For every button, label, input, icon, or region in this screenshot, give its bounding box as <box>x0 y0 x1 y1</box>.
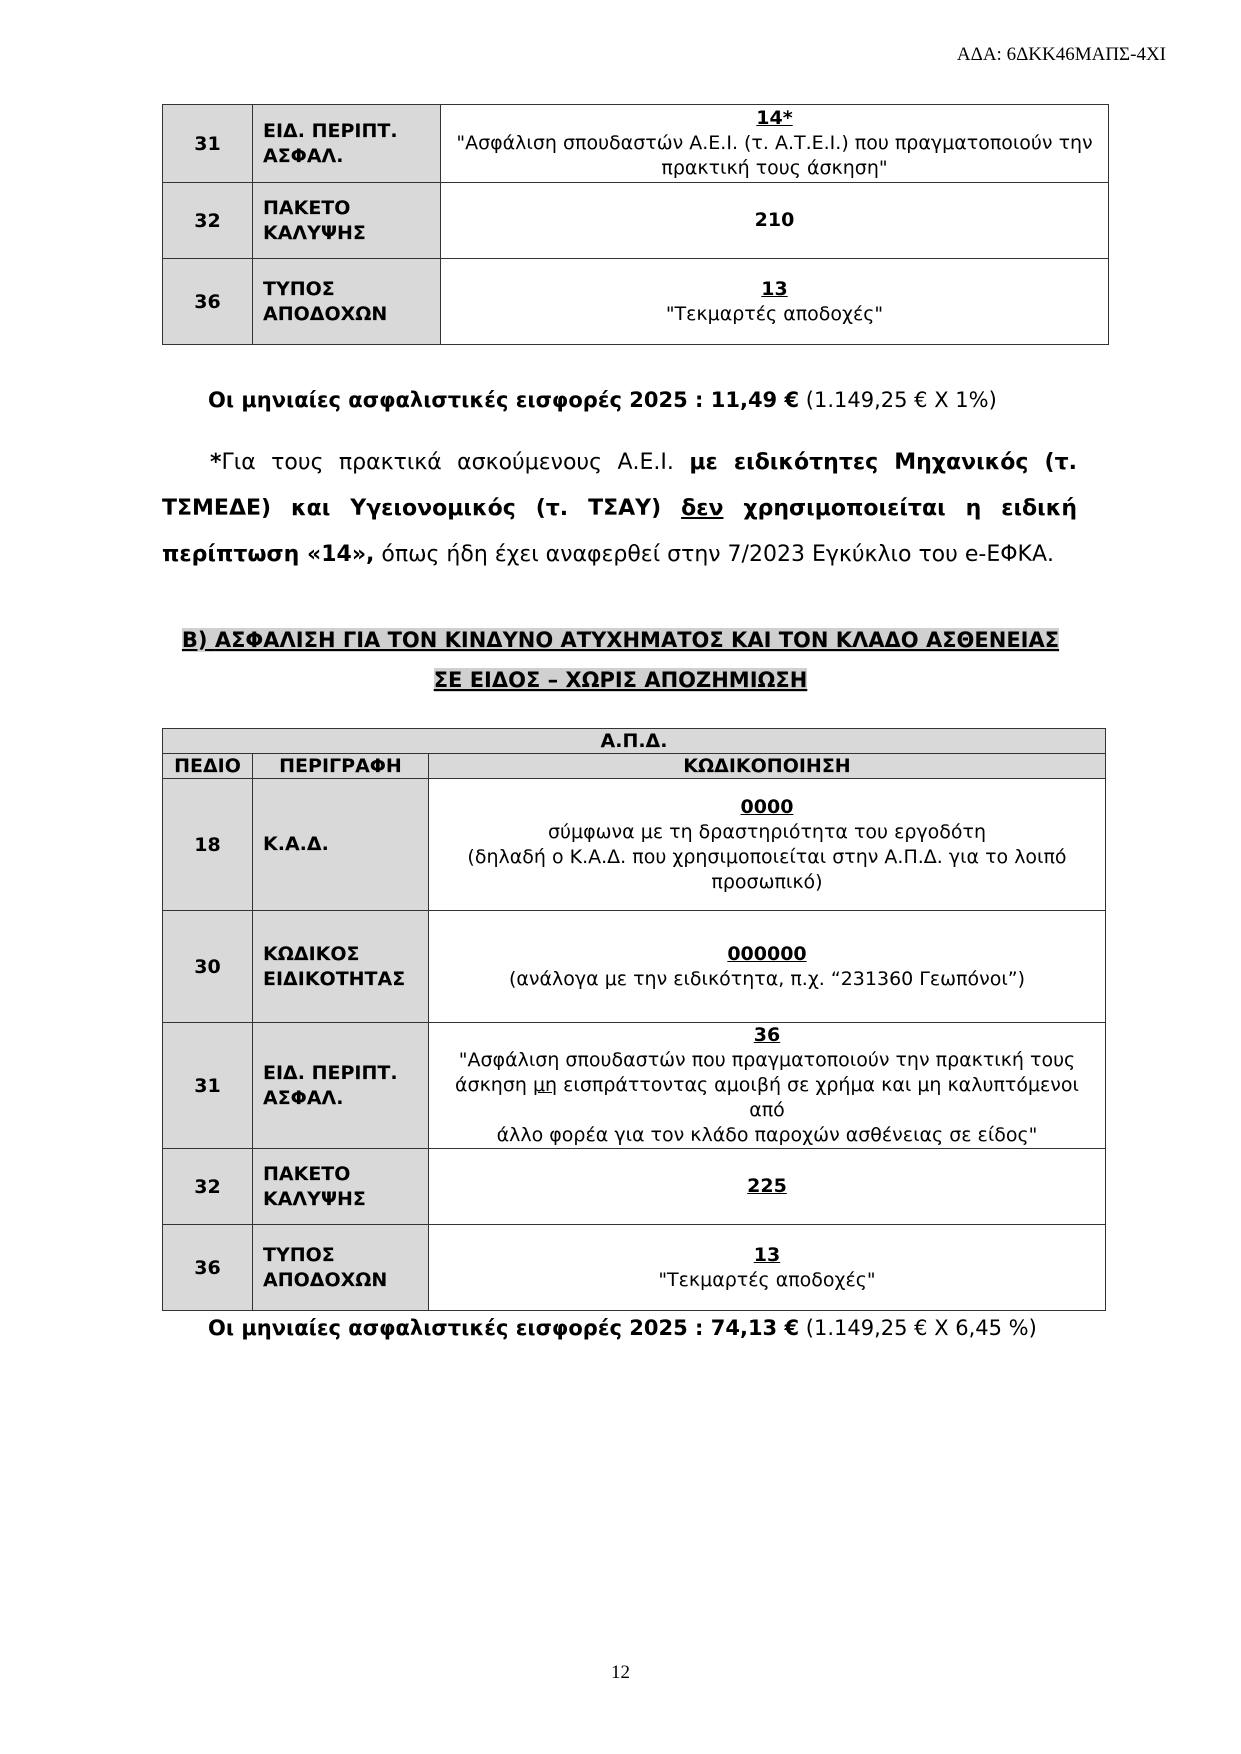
table-apd <box>162 728 1106 1311</box>
header-field: ΠΕΔΙΟ <box>163 754 253 779</box>
table-row <box>163 779 1106 911</box>
field-cell: 36 <box>163 259 253 345</box>
table-row <box>163 911 1106 1023</box>
description-cell: ΕΙΔ. ΠΕΡΙΠΤ. ΑΣΦΑΛ. <box>253 105 441 183</box>
table-row <box>163 259 1109 345</box>
table-top <box>162 104 1109 345</box>
code-cell: 13 "Τεκμαρτές αποδοχές" <box>441 259 1109 345</box>
code-value: 225 <box>747 1175 787 1197</box>
table-title: Α.Π.Δ. <box>163 729 1106 754</box>
code-value: 14* <box>756 107 793 129</box>
code-value: 000000 <box>727 942 807 965</box>
code-cell <box>429 1149 1106 1225</box>
code-value: 210 <box>754 209 795 231</box>
code-cell: 000000 (ανάλογα με την ειδικότητα, π.χ. “231360 Γεωπόνοι”) <box>429 911 1106 1023</box>
field-cell: 18 <box>163 779 253 911</box>
description-cell: ΠΑΚΕΤΟ ΚΑΛΥΨΗΣ <box>253 1149 429 1225</box>
description-cell: ΚΩΔΙΚΟΣ ΕΙΔΙΚΟΤΗΤΑΣ <box>253 911 429 1023</box>
section-b-title: Β) ΑΣΦΑΛΙΣΗ ΓΙΑ ΤΟΝ ΚΙΝΔΥΝΟ ΑΤΥΧΗΜΑΤΟΣ ΚΑΙ ΤΟΝ ΚΛΑΔΟ ΑΣΘΕΝΕΙΑΣ <box>181 628 1060 652</box>
section-b-subtitle: ΣΕ ΕΙΔΟΣ – ΧΩΡΙΣ ΑΠΟΖΗΜΙΩΣΗ <box>433 668 808 692</box>
code-value: 36 <box>753 1024 781 1046</box>
page-number: 12 <box>611 1662 630 1683</box>
code-cell: 14* "Ασφάλιση σπουδαστών Α.Ε.Ι. (τ. Α.Τ.Ε.Ι.) που πραγματοποιούν την πρακτική τους άσκηση" <box>441 105 1109 183</box>
code-value: 13 <box>753 1243 781 1266</box>
code-value: 0000 <box>740 795 794 818</box>
header-coding: ΚΩΔΙΚΟΠΟΙΗΣΗ <box>429 754 1106 779</box>
contributions-line-2: Οι μηνιαίες ασφαλιστικές εισφορές 2025 : 74,13 € (1.149,25 € Χ 6,45 %) <box>208 1316 1037 1340</box>
table-row <box>163 1225 1106 1311</box>
table-row <box>163 1149 1106 1225</box>
code-value: 13 <box>761 277 788 300</box>
ada-code: ΑΔΑ: 6ΔΚΚ46ΜΑΠΣ-4ΧΙ <box>956 44 1166 65</box>
table-row <box>163 1023 1106 1149</box>
table-row <box>163 105 1109 183</box>
field-cell: 32 <box>163 183 253 259</box>
table-row <box>163 183 1109 259</box>
code-cell: 13 "Τεκμαρτές αποδοχές" <box>429 1225 1106 1311</box>
contributions-line-1: Οι μηνιαίες ασφαλιστικές εισφορές 2025 : 11,49 € (1.149,25 € Χ 1%) <box>208 388 997 412</box>
description-cell: Κ.Α.Δ. <box>253 779 429 911</box>
note-paragraph: *Για τους πρακτικά ασκούμενους Α.Ε.Ι. με ειδικότητες Μηχανικός (τ. ΤΣΜΕΔΕ) και Υγειονομικός (τ. ΤΣΑΥ) δεν χρησιμοποιείται η ειδική περίπτωση «14», όπως ήδη έχει αναφερθεί στην 7/2023 Εγκύκλιο του e-ΕΦΚΑ. <box>162 450 1078 567</box>
description-cell: ΤΥΠΟΣ ΑΠΟΔΟΧΩΝ <box>253 1225 429 1311</box>
table-header-row <box>163 754 1106 779</box>
code-cell <box>441 183 1109 259</box>
field-cell: 32 <box>163 1149 253 1225</box>
field-cell: 31 <box>163 105 253 183</box>
header-description: ΠΕΡΙΓΡΑΦΗ <box>253 754 429 779</box>
field-cell: 36 <box>163 1225 253 1311</box>
code-cell: 36 "Ασφάλιση σπουδαστών που πραγματοποιούν την πρακτική τους άσκηση μη εισπράττοντας αμοιβή σε χρήμα και μη καλυπτόμενοι από άλλο φορέα για τον κλάδο παροχών ασθένειας σε είδος" <box>429 1023 1106 1149</box>
field-cell: 31 <box>163 1023 253 1149</box>
description-cell: ΤΥΠΟΣ ΑΠΟΔΟΧΩΝ <box>253 259 441 345</box>
table-title-row <box>163 729 1106 754</box>
description-cell: ΠΑΚΕΤΟ ΚΑΛΥΨΗΣ <box>253 183 441 259</box>
description-cell: ΕΙΔ. ΠΕΡΙΠΤ. ΑΣΦΑΛ. <box>253 1023 429 1149</box>
code-cell: 0000 σύμφωνα με τη δραστηριότητα του εργοδότη (δηλαδή ο Κ.Α.Δ. που χρησιμοποιείται στην Α.Π.Δ. για το λοιπό προσωπικό) <box>429 779 1106 911</box>
field-cell: 30 <box>163 911 253 1023</box>
